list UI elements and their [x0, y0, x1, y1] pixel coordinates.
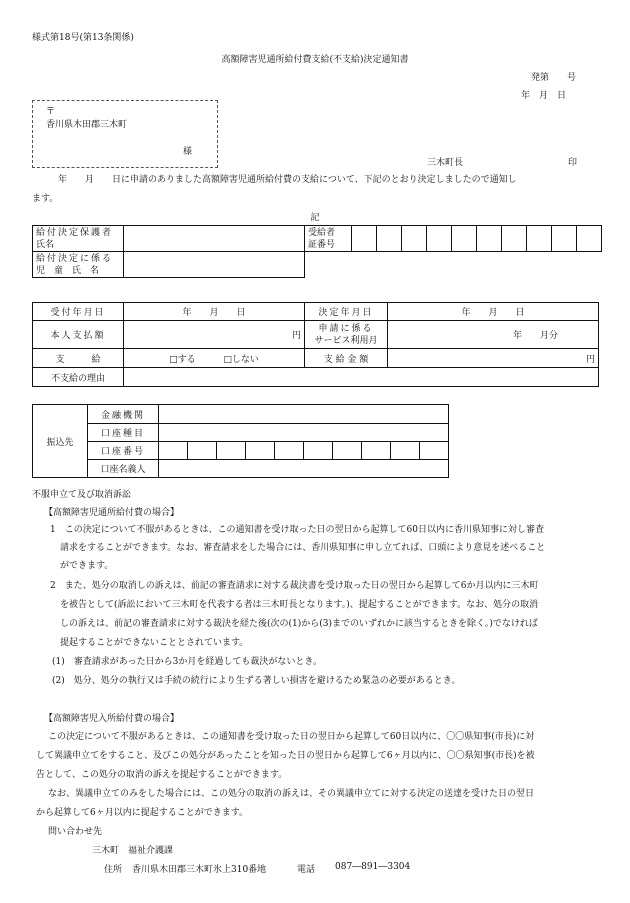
- s2-line3: 告として、この処分の取消の訴えを提起することができます。: [36, 770, 288, 780]
- option-yes-checkbox[interactable]: □する: [169, 354, 196, 365]
- option-no-checkbox[interactable]: □しない: [223, 354, 259, 365]
- postal-mark: 〒: [46, 107, 56, 117]
- account-holder-label: 口座名義人: [88, 460, 159, 478]
- reason-value: [124, 368, 599, 387]
- issue-number: 発第 号: [531, 73, 577, 83]
- issuer-seal: 印: [568, 158, 578, 168]
- section2-heading: 【高額障害児入所給付費の場合】: [44, 714, 180, 724]
- cert-digit: [502, 226, 527, 252]
- s1-p2-line3: しの訴えは、前記の審査請求に対する裁決を経た後(次の(1)から(3)までのいずれかに該当するときを除く。)でなければ: [60, 619, 538, 629]
- account-digit: [246, 442, 275, 460]
- contact-address: 香川県木田郡三木町氷上310番地: [132, 865, 267, 875]
- contact-heading: 問い合わせ先: [48, 827, 103, 837]
- cert-digit: [477, 226, 502, 252]
- contact-address-label: 住所: [104, 865, 123, 875]
- recipient-address: 香川県木田郡三木町: [46, 120, 128, 130]
- decision-date-value: 年 月 日: [388, 303, 599, 321]
- account-digit: [391, 442, 420, 460]
- cert-digit: [577, 226, 602, 252]
- guardian-label: 給付決定保護者 氏名: [33, 226, 124, 252]
- payment-options: [124, 349, 305, 368]
- s1-item1: (1) 審査請求があった日から3か月を経過しても裁決がないとき。: [52, 657, 323, 667]
- payment-amount-label: 支 給 金 額: [305, 349, 388, 368]
- guardian-name-cell: [124, 226, 305, 252]
- contact-phone: 087―891―3304: [335, 862, 411, 872]
- bank-table: [32, 404, 449, 478]
- payment-amount-value: 円: [388, 349, 599, 368]
- received-date-value: 年 月 日: [124, 303, 305, 321]
- address-box: [32, 100, 218, 168]
- account-type-value: [159, 424, 449, 442]
- s2-line4: なお、異議申立てのみをした場合には、この処分の取消の訴えは、その異議申立てに対する決定の送達を受けた日の翌日: [48, 789, 535, 799]
- appeal-heading: 不服申立て及び取消訴訟: [32, 490, 132, 500]
- child-label: 給付決定に係る 児 童 氏 名: [33, 252, 124, 278]
- decision-table: [32, 302, 599, 387]
- service-month-value: 年 月分: [388, 321, 599, 349]
- cert-digit: [427, 226, 452, 252]
- form-number: 様式第18号(第13条関係): [32, 33, 134, 43]
- reason-label: 不支給の理由: [33, 368, 124, 387]
- account-number-label: 口座番号: [88, 442, 159, 460]
- bank-name-label: 金融機関: [88, 405, 159, 424]
- account-digit: [420, 442, 449, 460]
- s1-p1-line1: 1 この決定について不服があるときは、この通知書を受け取った日の翌日から起算して60日以内に香川県知事に対し審査: [50, 525, 545, 535]
- bank-section-label: 振込先: [33, 405, 88, 478]
- cert-digit: [377, 226, 402, 252]
- child-name-cell: [124, 252, 305, 278]
- recipient-table: [32, 225, 602, 278]
- s2-line5: から起算して6ヶ月以内に提起することができます。: [36, 808, 249, 818]
- s1-p1-line3: ができます。: [60, 561, 114, 571]
- account-digit: [333, 442, 362, 460]
- ki-label: 記: [310, 213, 320, 223]
- account-digit: [362, 442, 391, 460]
- document-title: 高額障害児通所給付費支給(不支給)決定通知書: [221, 55, 409, 65]
- cert-digit: [452, 226, 477, 252]
- cert-digit: [527, 226, 552, 252]
- s1-p2-line2: を被告として(訴訟において三木町を代表する者は三木町長となります。)、提起することができます。なお、処分の取消: [60, 600, 539, 610]
- payment-label: 支 給: [33, 349, 124, 368]
- cert-digit: [352, 226, 377, 252]
- recipient-honorific: 様: [183, 147, 193, 157]
- self-pay-label: 本人支払額: [33, 321, 124, 349]
- intro-line-1: 年 月 日に申請のありました高額障害児通所給付費の支給について、下記のとおり決定しましたので通知し: [40, 175, 517, 185]
- self-pay-value: 円: [124, 321, 305, 349]
- s1-item2: (2) 処分、処分の執行又は手続の続行により生ずる著しい損害を避けるため緊急の必要があるとき。: [52, 676, 461, 686]
- s2-line2: して異議申立てをすること、及びこの処分があったことを知った日の翌日から起算して6ヶ月以内に、〇〇県知事(市長)を被: [36, 751, 535, 761]
- account-digit: [217, 442, 246, 460]
- service-month-label: 申請に係る サービス利用月: [305, 321, 388, 349]
- s1-p1-line2: 請求をすることができます。なお、審査請求をした場合には、香川県知事に申し立てれば、口頭により意見を述べること: [60, 543, 546, 553]
- account-digit: [304, 442, 333, 460]
- account-digit: [188, 442, 217, 460]
- contact-dept: 三木町 福祉介護課: [92, 846, 174, 856]
- decision-date-label: 決定年月日: [305, 303, 388, 321]
- cert-digit: [552, 226, 577, 252]
- account-digit: [159, 442, 188, 460]
- section1-heading: 【高額障害児通所給付費の場合】: [44, 508, 180, 518]
- received-date-label: 受付年月日: [33, 303, 124, 321]
- bank-name-value: [159, 405, 449, 424]
- cert-digit: [402, 226, 427, 252]
- issuer-name: 三木町長: [427, 158, 464, 168]
- account-type-label: 口座種目: [88, 424, 159, 442]
- cert-label: 受給者 証番号: [305, 226, 352, 252]
- account-digit: [275, 442, 304, 460]
- account-holder-value: [159, 460, 449, 478]
- intro-line-2: ます。: [32, 194, 59, 204]
- s1-p2-line4: 提起することができないこととされています。: [60, 638, 249, 648]
- s2-line1: この決定について不服があるときは、この通知書を受け取った日の翌日から起算して60日以内に、〇〇県知事(市長)に対: [48, 732, 535, 742]
- issue-date: 年 月 日: [521, 91, 567, 101]
- contact-phone-label: 電話: [297, 865, 316, 875]
- s1-p2-line1: 2 また、処分の取消しの訴えは、前記の審査請求に対する裁決書を受け取った日の翌日から起算して6か月以内に三木町: [50, 581, 539, 591]
